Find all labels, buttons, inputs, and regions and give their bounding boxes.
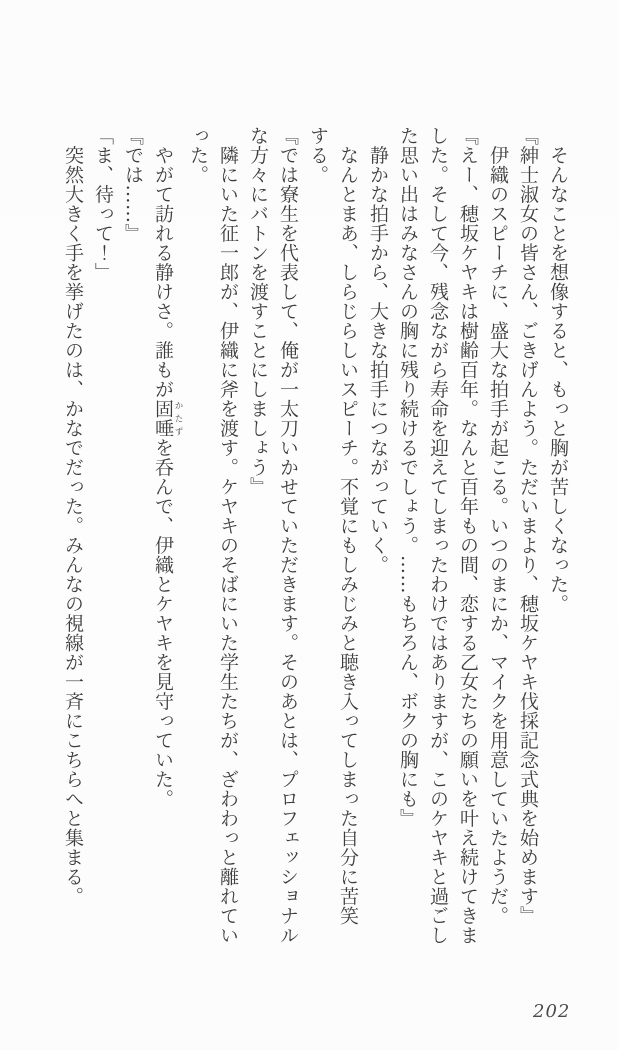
text-line: 『では……』 xyxy=(122,126,144,243)
text-line: った。 xyxy=(187,126,209,185)
page-number: 202 xyxy=(533,1001,571,1022)
text-line: た思い出はみなさんの胸に残り続けるでしょう。……もちろん、ボクの胸にも』 xyxy=(397,126,419,828)
ruby-annotated-word: 固唾 かたず xyxy=(152,399,183,438)
text-line: 静かな拍手から、大きな拍手につながっていく。 xyxy=(367,126,389,575)
text-line: 隣にいた征一郎が、伊織に斧を渡す。ケヤキのそばにいた学生たちが、ざわわっと離れてい xyxy=(217,126,239,945)
text-line: した。そして今、残念ながら寿命を迎えてしまったわけではありますが、このケヤキと過ごし xyxy=(427,126,449,945)
text-block xyxy=(58,126,573,954)
text-line: やがて訪れる静けさ。誰もが固唾 かたずを呑んで、伊織とケヤキを見守っていた。 xyxy=(152,126,183,809)
text-line: 『えー、穂坂ケヤキは樹齢百年。なんと百年もの間、恋する乙女たちの願いを叶え続けてきま xyxy=(457,126,479,945)
text-line: なんとまあ、しらじらしいスピーチ。不覚にもしみじみと聴き入ってしまった自分に苦笑 xyxy=(337,126,359,926)
text-line: そんなことを想像すると、もっと胸が苦しくなった。 xyxy=(547,126,569,614)
text-line: な方々にバトンを渡すことにしましょう』 xyxy=(247,126,269,497)
text-line: する。 xyxy=(307,126,329,185)
text-line: 『では寮生を代表して、俺が一太刀いかせていただきます。そのあとは、プロフェッショナル xyxy=(277,126,299,945)
text-line: 伊織のスピーチに、盛大な拍手が起こる。いつのまにか、マイクを用意していたようだ。 xyxy=(487,126,509,926)
text-line: 「ま、待って！」 xyxy=(92,126,114,282)
text-line: 突然大きく手を挙げたのは、かなでだった。みんなの視線が一斉にこちらへと集まる。 xyxy=(62,126,84,906)
text-line: 『紳士淑女の皆さん、ごきげんよう。ただいまより、穂坂ケヤキ伐採記念式典を始めます』 xyxy=(517,126,539,926)
